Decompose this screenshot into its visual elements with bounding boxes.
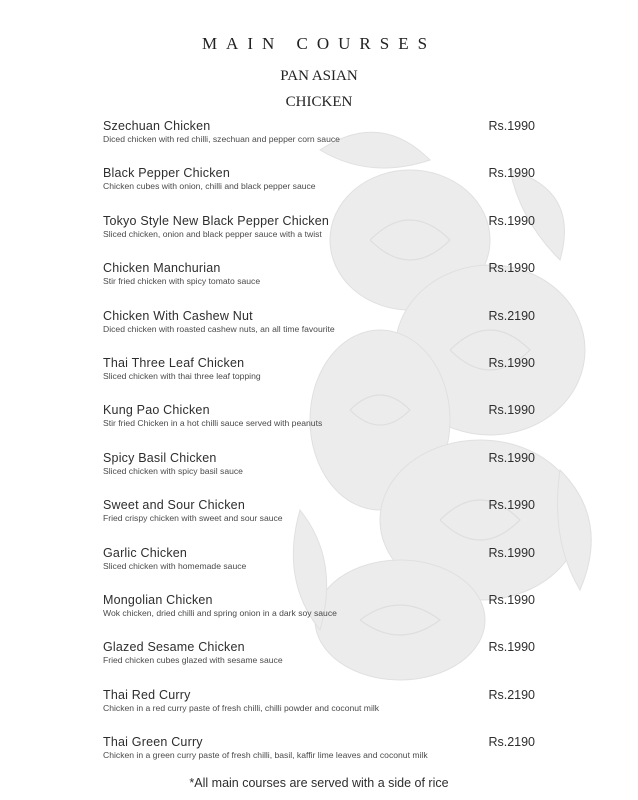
item-name: Kung Pao Chicken <box>103 403 210 418</box>
item-name: Szechuan Chicken <box>103 119 211 133</box>
item-price: Rs.2190 <box>488 735 535 750</box>
menu-item <box>103 546 535 593</box>
menu-item <box>103 309 535 356</box>
menu-list <box>103 119 535 782</box>
menu-item <box>103 403 535 450</box>
menu-item <box>103 498 535 545</box>
item-description: Diced chicken with red chilli, szechuan and pepper corn sauce <box>103 134 340 144</box>
item-price: Rs.1990 <box>488 261 535 276</box>
menu-item <box>103 214 535 261</box>
item-name: Thai Three Leaf Chicken <box>103 355 245 370</box>
item-price: Rs.1990 <box>488 166 535 181</box>
item-description: Sliced chicken with homemade sauce <box>103 560 247 571</box>
item-price: Rs.1990 <box>488 213 535 228</box>
item-price: Rs.1990 <box>488 450 535 465</box>
item-name: Thai Red Curry <box>103 687 191 702</box>
item-price: Rs.1990 <box>488 403 535 418</box>
page-title: MAIN COURSES <box>201 34 437 53</box>
item-name: Spicy Basil Chicken <box>103 450 217 465</box>
item-description: Sliced chicken, onion and black pepper sauce with a twist <box>103 228 322 239</box>
menu-item <box>103 640 535 687</box>
item-description: Wok chicken, dried chilli and spring onion in a dark soy sauce <box>103 607 337 618</box>
item-description: Stir fried chicken with spicy tomato sauce <box>103 276 261 287</box>
menu-item <box>103 261 535 308</box>
item-name: Glazed Sesame Chicken <box>103 640 245 655</box>
item-price: Rs.1990 <box>488 119 535 133</box>
item-price: Rs.1990 <box>488 592 535 607</box>
menu-item <box>103 593 535 640</box>
item-description: Chicken cubes with onion, chilli and black pepper sauce <box>103 181 316 192</box>
menu-item <box>103 688 535 735</box>
item-name: Black Pepper Chicken <box>103 166 230 181</box>
item-name: Chicken Manchurian <box>103 261 221 276</box>
item-name: Sweet and Sour Chicken <box>103 498 245 513</box>
item-description: Sliced chicken with thai three leaf topping <box>103 370 261 381</box>
item-description: Diced chicken with roasted cashew nuts, an all time favourite <box>103 323 335 334</box>
item-name: Garlic Chicken <box>103 545 188 560</box>
item-name: Thai Green Curry <box>103 735 203 750</box>
item-price: Rs.2190 <box>488 687 535 702</box>
item-price: Rs.1990 <box>488 545 535 560</box>
menu-item <box>103 166 535 213</box>
item-name: Tokyo Style New Black Pepper Chicken <box>103 213 330 228</box>
item-description: Chicken in a red curry paste of fresh chilli, chilli powder and coconut milk <box>103 702 380 713</box>
item-description: Chicken in a green curry paste of fresh chilli, basil, kaffir lime leaves and coconut milk <box>103 750 428 761</box>
item-price: Rs.2190 <box>488 308 535 323</box>
menu-item <box>103 119 535 166</box>
item-description: Sliced chicken with spicy basil sauce <box>103 465 243 476</box>
item-price: Rs.1990 <box>488 640 535 655</box>
item-name: Mongolian Chicken <box>103 592 213 607</box>
item-description: Fried crispy chicken with sweet and sour sauce <box>103 513 283 524</box>
item-description: Stir fried Chicken in a hot chilli sauce served with peanuts <box>103 418 323 429</box>
footnote: *All main courses are served with a side of rice <box>189 776 449 790</box>
category-heading: CHICKEN <box>285 94 353 110</box>
item-price: Rs.1990 <box>488 498 535 513</box>
menu-item <box>103 451 535 498</box>
menu-item <box>103 356 535 403</box>
item-name: Chicken With Cashew Nut <box>103 308 253 323</box>
item-description: Fried chicken cubes glazed with sesame sauce <box>103 655 283 666</box>
cuisine-heading: PAN ASIAN <box>280 68 358 84</box>
item-price: Rs.1990 <box>488 355 535 370</box>
